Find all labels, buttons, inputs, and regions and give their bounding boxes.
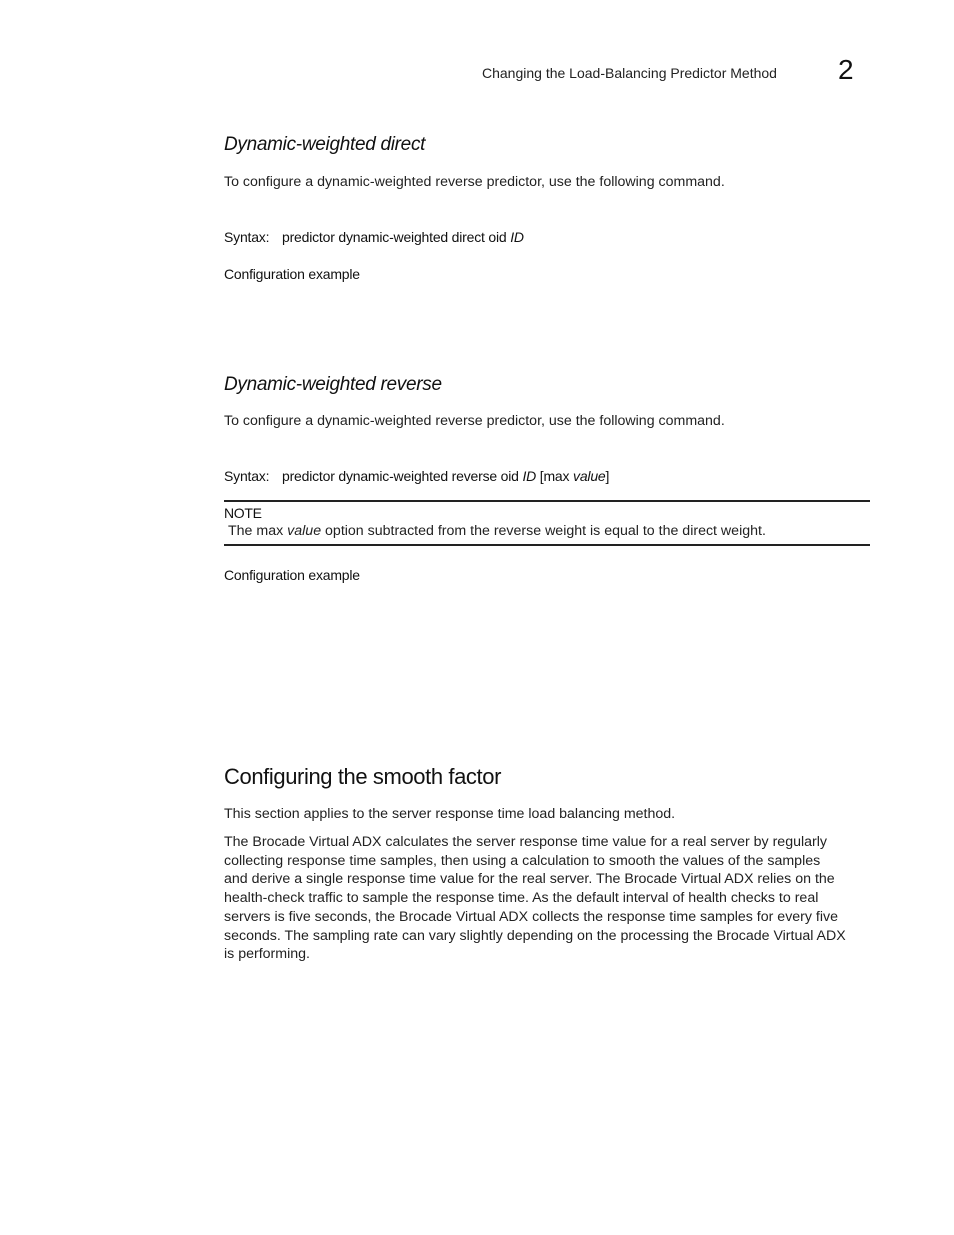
paragraph-line: and derive a single response time value for the real server. The Brocade Virtual ADX relies on the	[224, 871, 835, 888]
reverse-syntax-line	[224, 468, 609, 484]
reverse-intro-text: To configure a dynamic-weighted reverse predictor, use the following command.	[224, 413, 725, 429]
direct-syntax-line	[224, 229, 524, 245]
heading-configuring-smooth-factor: Configuring the smooth factor	[224, 764, 501, 789]
chapter-number: 2	[838, 54, 854, 85]
paragraph-line: health-check traffic to sample the response time. As the default interval of health checks to real	[224, 890, 819, 907]
note-text-before: The	[228, 523, 253, 539]
syntax-param: ID	[510, 229, 524, 245]
paragraph-line: is performing.	[224, 946, 310, 963]
syntax-bracket-close: ]	[605, 468, 610, 484]
direct-intro-text: To configure a dynamic-weighted reverse predictor, use the following command.	[224, 174, 725, 190]
heading-dynamic-weighted-reverse: Dynamic-weighted reverse	[224, 374, 442, 395]
note-box	[224, 500, 870, 546]
syntax-label: Syntax:	[224, 468, 270, 484]
syntax-param: ID	[522, 468, 537, 484]
note-title: NOTE	[224, 505, 262, 521]
smooth-paragraph-2	[224, 833, 872, 964]
syntax-command: predictor dynamic-weighted direct oid	[282, 229, 507, 245]
running-header-title: Changing the Load-Balancing Predictor Method	[482, 65, 777, 81]
note-text-after: option subtracted from the reverse weight is equal to the direct weight.	[325, 523, 766, 539]
reverse-config-example-label: Configuration example	[224, 567, 360, 583]
syntax-label: Syntax:	[224, 229, 270, 245]
note-text	[228, 523, 766, 539]
smooth-paragraph-1: This section applies to the server response time load balancing method.	[224, 806, 676, 822]
syntax-keyword-max: max	[543, 468, 570, 484]
direct-config-example-label: Configuration example	[224, 266, 360, 282]
syntax-value: value	[573, 468, 606, 484]
paragraph-line: servers is five seconds, the Brocade Virtual ADX collects the response time samples for every five	[224, 908, 839, 925]
syntax-bracket-open: [	[539, 468, 544, 484]
syntax-command: predictor dynamic-weighted reverse oid	[282, 468, 519, 484]
paragraph-line: seconds. The sampling rate can vary slightly depending on the processing the Brocade Virtual ADX	[224, 927, 846, 944]
heading-dynamic-weighted-direct: Dynamic-weighted direct	[224, 134, 426, 155]
paragraph-line: The Brocade Virtual ADX calculates the server response time value for a real server by regularly	[224, 834, 827, 850]
note-value: value	[287, 523, 322, 539]
note-keyword-max: max	[256, 523, 284, 539]
paragraph-line: collecting response time samples, then using a calculation to smooth the values of the samples	[224, 852, 821, 869]
